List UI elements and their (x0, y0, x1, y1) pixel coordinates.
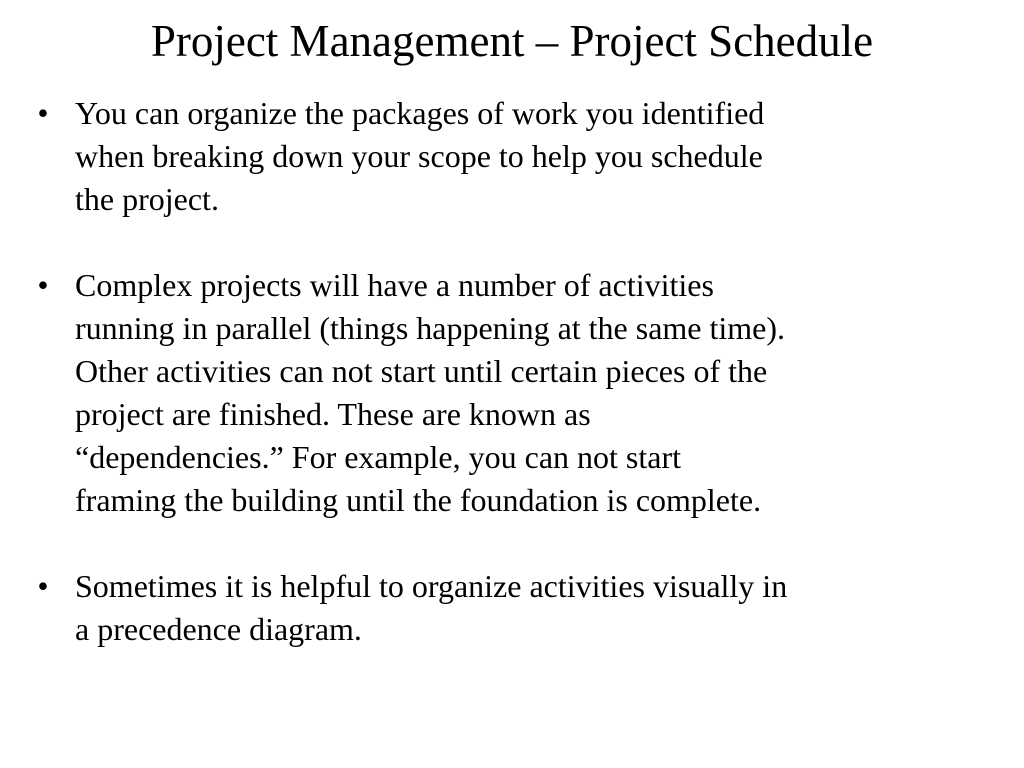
bullet-line: framing the building until the foundation is complete. (75, 482, 762, 518)
bullet-marker-icon: • (37, 568, 49, 604)
bullet-line: You can organize the packages of work you identified (75, 95, 765, 131)
bullet-line: a precedence diagram. (75, 611, 362, 647)
bullet-list (0, 92, 1024, 651)
bullet-item (37, 92, 975, 221)
bullet-line: Complex projects will have a number of activities (75, 267, 714, 303)
bullet-line: the project. (75, 181, 219, 217)
bullet-item (37, 565, 975, 651)
bullet-marker-icon: • (37, 95, 49, 131)
bullet-line: project are finished. These are known as (75, 396, 591, 432)
bullet-line: running in parallel (things happening at the same time). (75, 310, 786, 346)
bullet-line: when breaking down your scope to help you schedule (75, 138, 763, 174)
bullet-marker-icon: • (37, 267, 49, 303)
bullet-item (37, 264, 975, 522)
slide-title: Project Management – Project Schedule (150, 16, 874, 66)
bullet-line: “dependencies.” For example, you can not start (75, 439, 681, 475)
bullet-line: Other activities can not start until certain pieces of the (75, 353, 768, 389)
bullet-line: Sometimes it is helpful to organize activities visually in (75, 568, 788, 604)
